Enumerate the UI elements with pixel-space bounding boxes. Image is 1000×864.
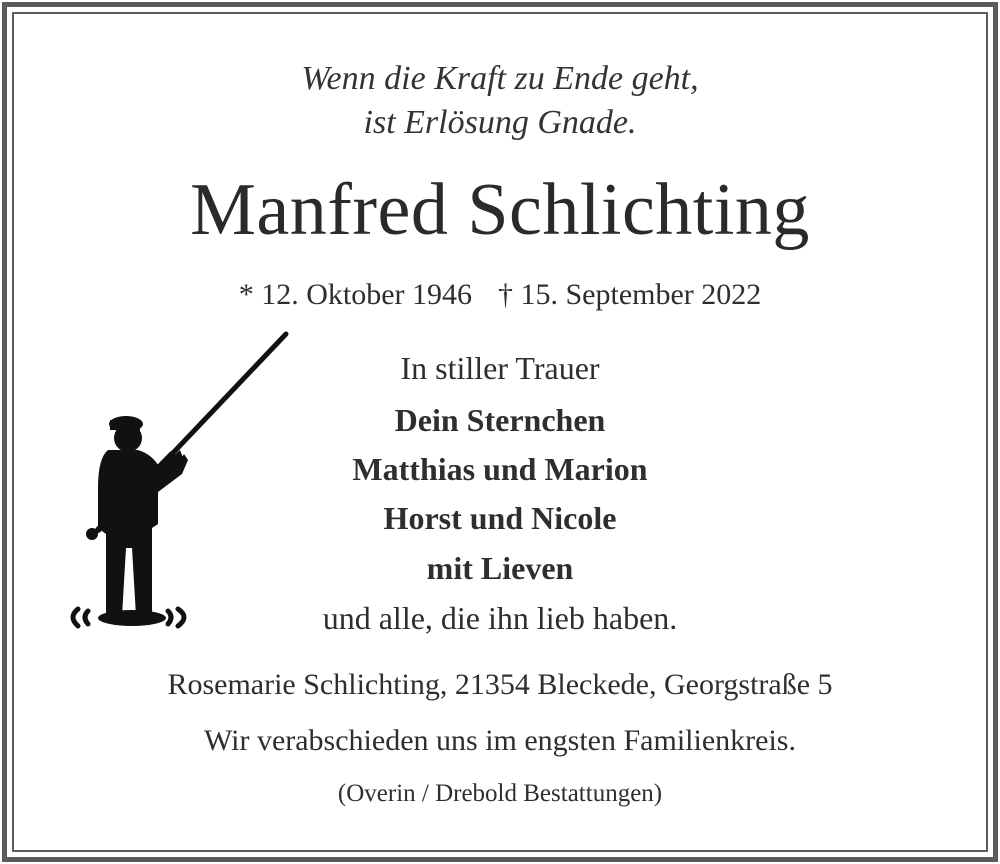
death-date: † 15. September 2022 [498, 278, 762, 311]
contact-address: Rosemarie Schlichting, 21354 Bleckede, Georgstraße 5 [167, 668, 833, 701]
motto-line-2: ist Erlösung Gnade. [363, 104, 637, 141]
mourner-name: Matthias und Marion [352, 451, 648, 487]
motto-line-1: Wenn die Kraft zu Ende geht, [301, 60, 699, 97]
mourner-name: mit Lieven [426, 550, 574, 586]
family-note: Wir verabschieden uns im engsten Familienkreis. [204, 724, 796, 757]
life-dates [0, 278, 1000, 312]
birth-date: * 12. Oktober 1946 [238, 278, 472, 311]
mourner-name: Horst und Nicole [383, 500, 617, 536]
mourners-intro: In stiller Trauer [400, 350, 600, 386]
mourners-closing: und alle, die ihn lieb haben. [322, 600, 678, 636]
mourner-name: Dein Sternchen [394, 402, 606, 438]
deceased-name: Manfred Schlichting [190, 169, 810, 251]
funeral-home: (Overin / Drebold Bestattungen) [337, 780, 663, 807]
